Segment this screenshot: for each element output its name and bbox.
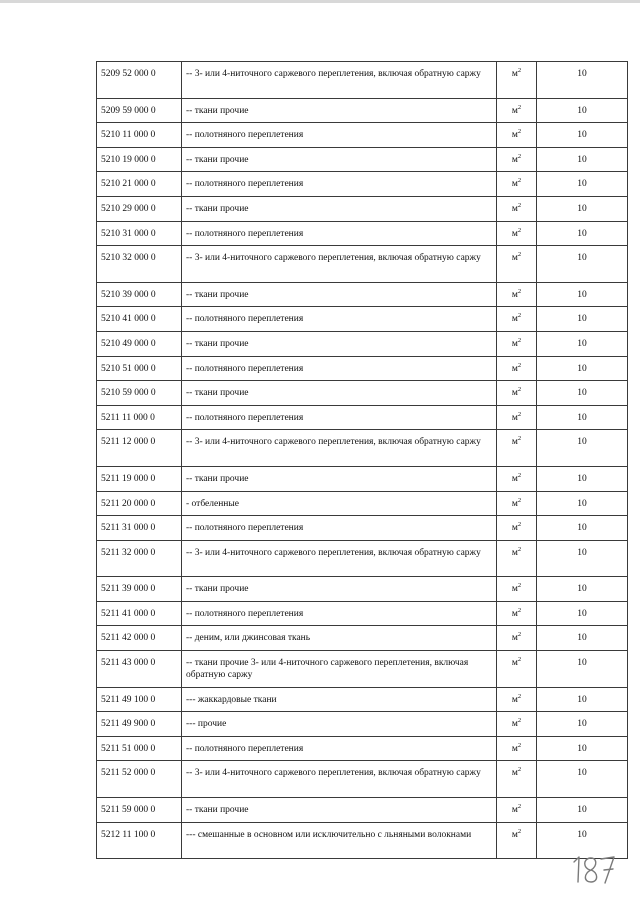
hs-code-cell: 5211 41 000 0 — [97, 601, 182, 626]
description-cell: -- ткани прочие — [182, 798, 497, 823]
duty-rate-cell: 10 — [537, 712, 628, 737]
duty-rate-cell: 10 — [537, 307, 628, 332]
unit-cell — [497, 822, 537, 859]
unit-cell — [497, 601, 537, 626]
unit-text: м — [511, 388, 518, 399]
duty-rate-cell: 10 — [537, 577, 628, 602]
description-cell: -- ткани прочие — [182, 381, 497, 406]
description-cell: -- полотняного переплетения — [182, 516, 497, 541]
duty-rate-cell: 10 — [537, 798, 628, 823]
hs-code-cell: 5211 43 000 0 — [97, 651, 182, 688]
unit-exponent: 2 — [517, 336, 522, 344]
table-row — [97, 405, 628, 430]
description-cell: -- 3- или 4-ниточного саржевого переплетения, включая обратную саржу — [182, 761, 497, 798]
hs-code-cell: 5210 51 000 0 — [97, 356, 182, 381]
hs-code-cell: 5211 11 000 0 — [97, 405, 182, 430]
unit-exponent: 2 — [517, 692, 522, 700]
description-cell: --- смешанные в основном или исключительно с льняными волокнами — [182, 822, 497, 859]
unit-cell — [497, 736, 537, 761]
unit-text: м — [511, 437, 518, 448]
hs-code-cell: 5211 31 000 0 — [97, 516, 182, 541]
hs-code-cell: 5211 49 900 0 — [97, 712, 182, 737]
unit-cell — [497, 98, 537, 123]
unit-text: м — [511, 633, 518, 644]
table-row — [97, 491, 628, 516]
unit-exponent: 2 — [517, 410, 522, 418]
table-row — [97, 62, 628, 99]
hs-code-cell: 5210 49 000 0 — [97, 331, 182, 356]
unit-exponent: 2 — [517, 521, 522, 529]
hs-code-cell: 5209 52 000 0 — [97, 62, 182, 99]
unit-text: м — [511, 203, 518, 214]
duty-rate-cell: 10 — [537, 356, 628, 381]
table-row — [97, 516, 628, 541]
unit-cell — [497, 626, 537, 651]
unit-cell — [497, 356, 537, 381]
duty-rate-cell: 10 — [537, 381, 628, 406]
unit-cell — [497, 540, 537, 577]
description-cell: -- 3- или 4-ниточного саржевого переплетения, включая обратную саржу — [182, 246, 497, 283]
hs-code-cell: 5210 19 000 0 — [97, 147, 182, 172]
hs-code-cell: 5211 12 000 0 — [97, 430, 182, 467]
unit-text: м — [511, 658, 518, 669]
description-cell: --- прочие — [182, 712, 497, 737]
unit-text: м — [511, 805, 518, 816]
unit-text: м — [511, 829, 518, 840]
duty-rate-cell: 10 — [537, 430, 628, 467]
table-row — [97, 147, 628, 172]
table-row — [97, 712, 628, 737]
duty-rate-cell: 10 — [537, 466, 628, 491]
description-cell: -- ткани прочие — [182, 282, 497, 307]
unit-cell — [497, 651, 537, 688]
unit-cell — [497, 221, 537, 246]
duty-rate-cell: 10 — [537, 123, 628, 148]
hs-code-cell: 5211 59 000 0 — [97, 798, 182, 823]
duty-rate-cell: 10 — [537, 822, 628, 859]
unit-exponent: 2 — [517, 631, 522, 639]
unit-exponent: 2 — [517, 67, 522, 74]
unit-exponent: 2 — [517, 827, 522, 835]
unit-exponent: 2 — [517, 606, 522, 614]
unit-cell — [497, 123, 537, 148]
duty-rate-cell: 10 — [537, 761, 628, 798]
unit-text: м — [511, 228, 518, 239]
unit-text: м — [511, 69, 518, 79]
unit-cell — [497, 147, 537, 172]
description-cell: -- ткани прочие — [182, 147, 497, 172]
unit-exponent: 2 — [517, 386, 522, 394]
unit-exponent: 2 — [517, 226, 522, 234]
tariff-table — [96, 61, 628, 859]
unit-text: м — [511, 768, 518, 779]
unit-exponent: 2 — [517, 152, 522, 160]
hs-code-cell: 5212 11 100 0 — [97, 822, 182, 859]
table-row — [97, 246, 628, 283]
unit-cell — [497, 172, 537, 197]
unit-text: м — [511, 412, 518, 423]
unit-text: м — [511, 584, 518, 595]
unit-cell — [497, 196, 537, 221]
unit-cell — [497, 798, 537, 823]
description-cell: -- полотняного переплетения — [182, 172, 497, 197]
table-row — [97, 282, 628, 307]
description-cell: -- ткани прочие 3- или 4-ниточного саржевого переплетения, включая обратную саржу — [182, 651, 497, 688]
unit-exponent: 2 — [517, 312, 522, 320]
unit-cell — [497, 761, 537, 798]
unit-text: м — [511, 289, 518, 300]
table-row — [97, 687, 628, 712]
table-row — [97, 736, 628, 761]
tariff-table-body — [97, 62, 628, 859]
hs-code-cell: 5210 11 000 0 — [97, 123, 182, 148]
duty-rate-cell: 10 — [537, 147, 628, 172]
unit-exponent: 2 — [517, 103, 522, 111]
table-row — [97, 172, 628, 197]
duty-rate-cell: 10 — [537, 331, 628, 356]
table-row — [97, 822, 628, 859]
description-cell: -- ткани прочие — [182, 577, 497, 602]
duty-rate-cell: 10 — [537, 62, 628, 99]
description-cell: -- 3- или 4-ниточного саржевого переплетения, включая обратную саржу — [182, 62, 497, 99]
description-cell: -- 3- или 4-ниточного саржевого переплетения, включая обратную саржу — [182, 430, 497, 467]
unit-cell — [497, 282, 537, 307]
hs-code-cell: 5211 20 000 0 — [97, 491, 182, 516]
unit-text: м — [511, 547, 518, 558]
description-cell: -- полотняного переплетения — [182, 736, 497, 761]
duty-rate-cell: 10 — [537, 405, 628, 430]
table-row — [97, 430, 628, 467]
unit-exponent: 2 — [517, 177, 522, 185]
unit-cell — [497, 405, 537, 430]
description-cell: -- деним, или джинсовая ткань — [182, 626, 497, 651]
table-row — [97, 123, 628, 148]
unit-text: м — [511, 338, 518, 349]
unit-cell — [497, 331, 537, 356]
table-row — [97, 577, 628, 602]
description-cell: -- 3- или 4-ниточного саржевого переплетения, включая обратную саржу — [182, 540, 497, 577]
hs-code-cell: 5211 39 000 0 — [97, 577, 182, 602]
unit-cell — [497, 577, 537, 602]
table-row — [97, 798, 628, 823]
unit-exponent: 2 — [517, 766, 522, 774]
description-cell: -- ткани прочие — [182, 331, 497, 356]
unit-cell — [497, 62, 537, 99]
duty-rate-cell: 10 — [537, 491, 628, 516]
hs-code-cell: 5210 29 000 0 — [97, 196, 182, 221]
duty-rate-cell: 10 — [537, 246, 628, 283]
unit-cell — [497, 246, 537, 283]
unit-exponent: 2 — [517, 803, 522, 811]
handwritten-page-number-mark — [570, 848, 618, 888]
duty-rate-cell: 10 — [537, 687, 628, 712]
hs-code-cell: 5210 21 000 0 — [97, 172, 182, 197]
unit-text: м — [511, 498, 518, 509]
unit-exponent: 2 — [517, 496, 522, 504]
unit-text: м — [511, 130, 518, 141]
duty-rate-cell: 10 — [537, 601, 628, 626]
unit-cell — [497, 307, 537, 332]
unit-cell — [497, 516, 537, 541]
hs-code-cell: 5211 42 000 0 — [97, 626, 182, 651]
table-row — [97, 601, 628, 626]
hs-code-cell: 5210 41 000 0 — [97, 307, 182, 332]
unit-text: м — [511, 314, 518, 325]
table-row — [97, 651, 628, 688]
unit-cell — [497, 687, 537, 712]
hs-code-cell: 5211 32 000 0 — [97, 540, 182, 577]
hs-code-cell: 5209 59 000 0 — [97, 98, 182, 123]
unit-exponent: 2 — [517, 251, 522, 259]
table-row — [97, 98, 628, 123]
unit-cell — [497, 466, 537, 491]
description-cell: - отбеленные — [182, 491, 497, 516]
unit-text: м — [511, 694, 518, 705]
unit-exponent: 2 — [517, 201, 522, 209]
hs-code-cell: 5211 52 000 0 — [97, 761, 182, 798]
table-row — [97, 221, 628, 246]
page-top-edge — [0, 0, 640, 3]
duty-rate-cell: 10 — [537, 516, 628, 541]
hs-code-cell: 5210 31 000 0 — [97, 221, 182, 246]
unit-exponent: 2 — [517, 471, 522, 479]
unit-exponent: 2 — [517, 582, 522, 590]
unit-exponent: 2 — [517, 128, 522, 136]
description-cell: -- ткани прочие — [182, 98, 497, 123]
table-row — [97, 466, 628, 491]
table-row — [97, 331, 628, 356]
description-cell: -- полотняного переплетения — [182, 356, 497, 381]
table-row — [97, 196, 628, 221]
duty-rate-cell: 10 — [537, 540, 628, 577]
hs-code-cell: 5210 39 000 0 — [97, 282, 182, 307]
description-cell: -- ткани прочие — [182, 466, 497, 491]
unit-exponent: 2 — [517, 435, 522, 443]
unit-text: м — [511, 363, 518, 374]
table-row — [97, 540, 628, 577]
hs-code-cell: 5211 49 100 0 — [97, 687, 182, 712]
unit-text: м — [511, 523, 518, 534]
table-row — [97, 307, 628, 332]
unit-exponent: 2 — [517, 287, 522, 295]
unit-cell — [497, 491, 537, 516]
description-cell: -- ткани прочие — [182, 196, 497, 221]
unit-text: м — [511, 743, 518, 754]
unit-text: м — [511, 608, 518, 619]
unit-cell — [497, 381, 537, 406]
table-row — [97, 761, 628, 798]
duty-rate-cell: 10 — [537, 651, 628, 688]
unit-cell — [497, 430, 537, 467]
duty-rate-cell: 10 — [537, 221, 628, 246]
description-cell: --- жаккардовые ткани — [182, 687, 497, 712]
description-cell: -- полотняного переплетения — [182, 601, 497, 626]
duty-rate-cell: 10 — [537, 172, 628, 197]
duty-rate-cell: 10 — [537, 736, 628, 761]
unit-text: м — [511, 154, 518, 165]
duty-rate-cell: 10 — [537, 98, 628, 123]
unit-exponent: 2 — [517, 741, 522, 749]
unit-text: м — [511, 105, 518, 116]
handwritten-page-number — [570, 848, 618, 893]
table-row — [97, 356, 628, 381]
table-row — [97, 626, 628, 651]
unit-exponent: 2 — [517, 545, 522, 553]
description-cell: -- полотняного переплетения — [182, 307, 497, 332]
unit-text: м — [511, 719, 518, 730]
hs-code-cell: 5211 51 000 0 — [97, 736, 182, 761]
description-cell: -- полотняного переплетения — [182, 221, 497, 246]
unit-cell — [497, 712, 537, 737]
hs-code-cell: 5210 32 000 0 — [97, 246, 182, 283]
unit-exponent: 2 — [517, 361, 522, 369]
table-row — [97, 381, 628, 406]
unit-text: м — [511, 253, 518, 264]
description-cell: -- полотняного переплетения — [182, 405, 497, 430]
unit-exponent: 2 — [517, 656, 522, 664]
duty-rate-cell: 10 — [537, 626, 628, 651]
unit-text: м — [511, 473, 518, 484]
unit-exponent: 2 — [517, 717, 522, 725]
duty-rate-cell: 10 — [537, 196, 628, 221]
unit-text: м — [511, 179, 518, 190]
hs-code-cell: 5211 19 000 0 — [97, 466, 182, 491]
hs-code-cell: 5210 59 000 0 — [97, 381, 182, 406]
duty-rate-cell: 10 — [537, 282, 628, 307]
description-cell: -- полотняного переплетения — [182, 123, 497, 148]
